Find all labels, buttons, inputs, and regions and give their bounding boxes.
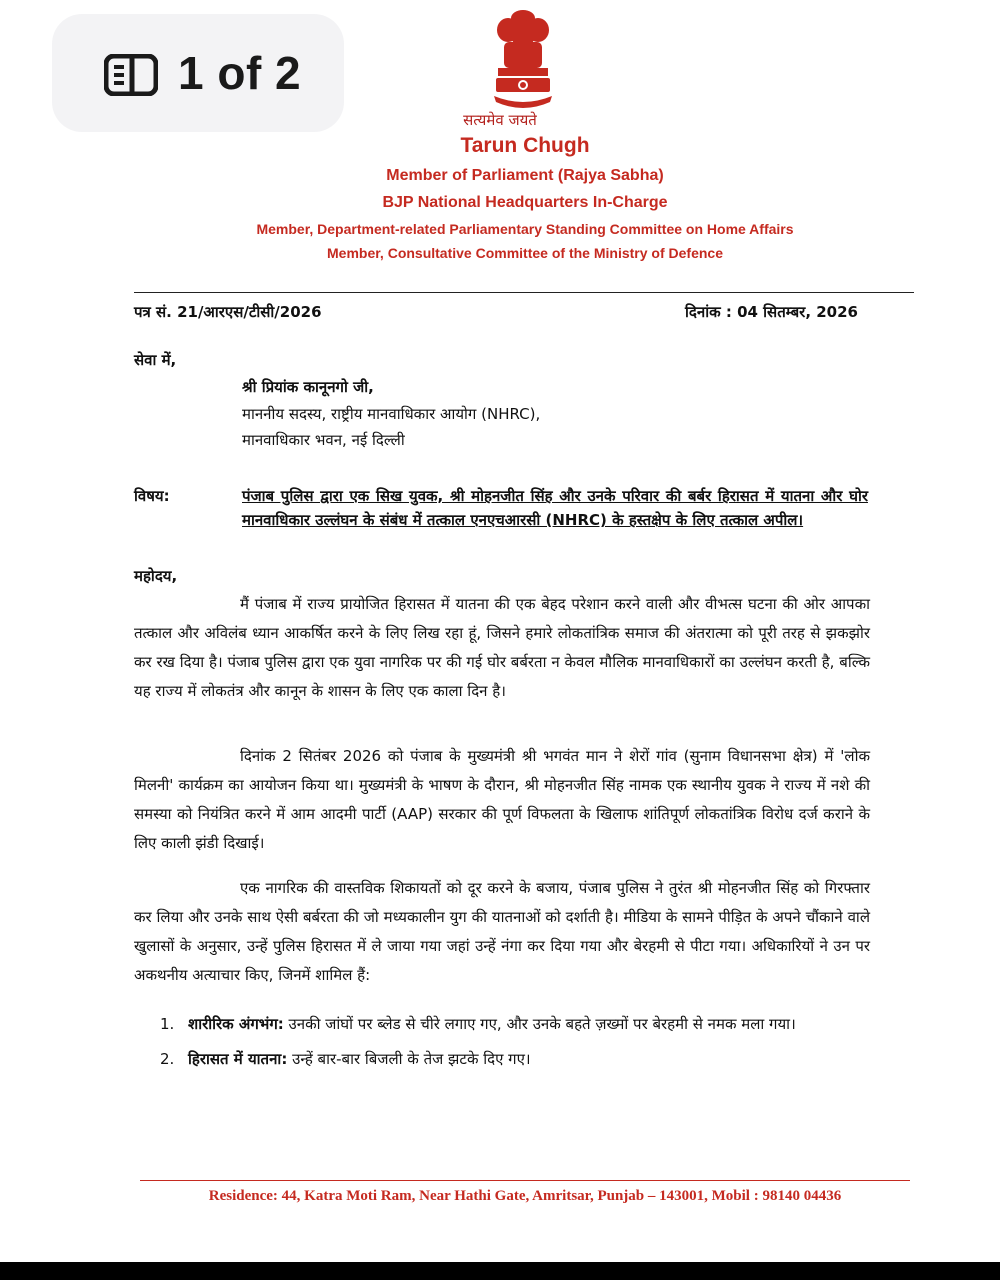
letterhead-line-4: Member, Consultative Committee of the Ministry of Defence [327,245,723,261]
list-item-number: 2. [160,1050,175,1068]
list-item [160,1045,870,1074]
list-item-title: शारीरिक अंगभंग: [188,1015,284,1033]
greeting: महोदय, [134,567,178,585]
letterhead-line-1: Member of Parliament (Rajya Sabha) [386,167,664,184]
torture-list [160,1010,870,1080]
page-indicator-text: 1 of 2 [178,47,302,99]
book-pages-icon [104,54,158,96]
addressee-designation: माननीय सदस्य, राष्ट्रीय मानवाधिकार आयोग (NHRC), [242,405,541,423]
header-divider [134,292,914,293]
letter-date: दिनांक : 04 सितम्बर, 2026 [685,303,858,321]
footer-address: Residence: 44, Katra Moti Ram, Near Hathi Gate, Amritsar, Punjab – 143001, Mobil : 98140 04436 [208,1188,842,1204]
salutation-to: सेवा में, [134,351,177,369]
subject-label: विषय: [134,487,170,505]
list-item-text: उन्हें बार-बार बिजली के तेज झटके दिए गए। [292,1050,531,1068]
footer-divider [140,1180,910,1181]
paragraph-1: मैं पंजाब में राज्य प्रायोजित हिरासत में यातना की एक बेहद परेशान करने वाली और वीभत्स घटना की ओर आपका तत्काल और अविलंब ध्यान आकर्षित करने के लिए लिख रहा हूं, जिसने हमारे लोकतांत्रिक समाज की अंतरात्मा को पूरी तरह से झकझोर कर रख दिया है। पंजाब पुलिस द्वारा एक युवा नागरिक पर की गई घोर बर्बरता न केवल मौलिक मानवाधिकारों का उल्लंघन करती है, बल्कि यह राज्य में लोकतंत्र और कानून के शासन के लिए एक काला दिन है। [134,595,870,700]
list-item-number: 1. [160,1015,175,1033]
list-item-title: हिरासत में यातना: [188,1050,288,1068]
list-item [160,1010,870,1039]
letterhead-line-3: Member, Department-related Parliamentary Standing Committee on Home Affairs [256,221,794,237]
paragraph-2: दिनांक 2 सितंबर 2026 को पंजाब के मुख्यमंत्री श्री भगवंत मान ने शेरों गांव (सुनाम विधानसभा क्षेत्र) में 'लोक मिलनी' कार्यक्रम का आयोजन किया था। मुख्यमंत्री के भाषण के दौरान, श्री मोहनजीत सिंह नामक एक स्थानीय युवक ने राज्य में नशे की समस्या को नियंत्रित करने में आम आदमी पार्टी (AAP) सरकार की पूर्ण विफलता के खिलाफ शांतिपूर्ण लोकतांत्रिक विरोध दर्ज कराने के लिए काली झंडी दिखाई। [134,747,870,852]
reference-number: पत्र सं. 21/आरएस/टीसी/2026 [134,303,322,321]
letterhead-name: Tarun Chugh [460,134,590,157]
subject-text: पंजाब पुलिस द्वारा एक सिख युवक, श्री मोहनजीत सिंह और उनके परिवार की बर्बर हिरासत में यातना और घोर मानवाधिकार उल्लंघन के संबंध में तत्काल एनएचआरसी (NHRC) के हस्तक्षेप के लिए तत्काल अपील। [242,487,868,529]
lion-capital-emblem [488,8,558,114]
list-item-text: उनकी जांघों पर ब्लेड से चीरे लगाए गए, और उनके बहते ज़ख्मों पर बेरहमी से नमक मला गया। [288,1015,796,1033]
motto: सत्यमेव जयते [463,111,537,129]
addressee-address: मानवाधिकार भवन, नई दिल्ली [242,431,405,449]
letterhead-line-2: BJP National Headquarters In-Charge [382,194,668,211]
paragraph-3: एक नागरिक की वास्तविक शिकायतों को दूर करने के बजाय, पंजाब पुलिस ने तुरंत श्री मोहनजीत सिंह को गिरफ्तार कर लिया और उनके साथ ऐसी बर्बरता की जो मध्यकालीन युग की यातनाओं को दर्शाती है। मीडिया के सामने पीड़ित के अपने चौंकाने वाले खुलासों के अनुसार, उन्हें पुलिस हिरासत में ले जाया गया जहां उन्हें नंगा कर दिया गया और बेरहमी से पीटा गया। अधिकारियों ने उन पर अकथनीय अत्याचार किए, जिनमें शामिल हैं: [134,879,870,984]
bottom-bar [0,1262,1000,1280]
addressee-name: श्री प्रियांक कानूनगो जी, [242,378,374,396]
